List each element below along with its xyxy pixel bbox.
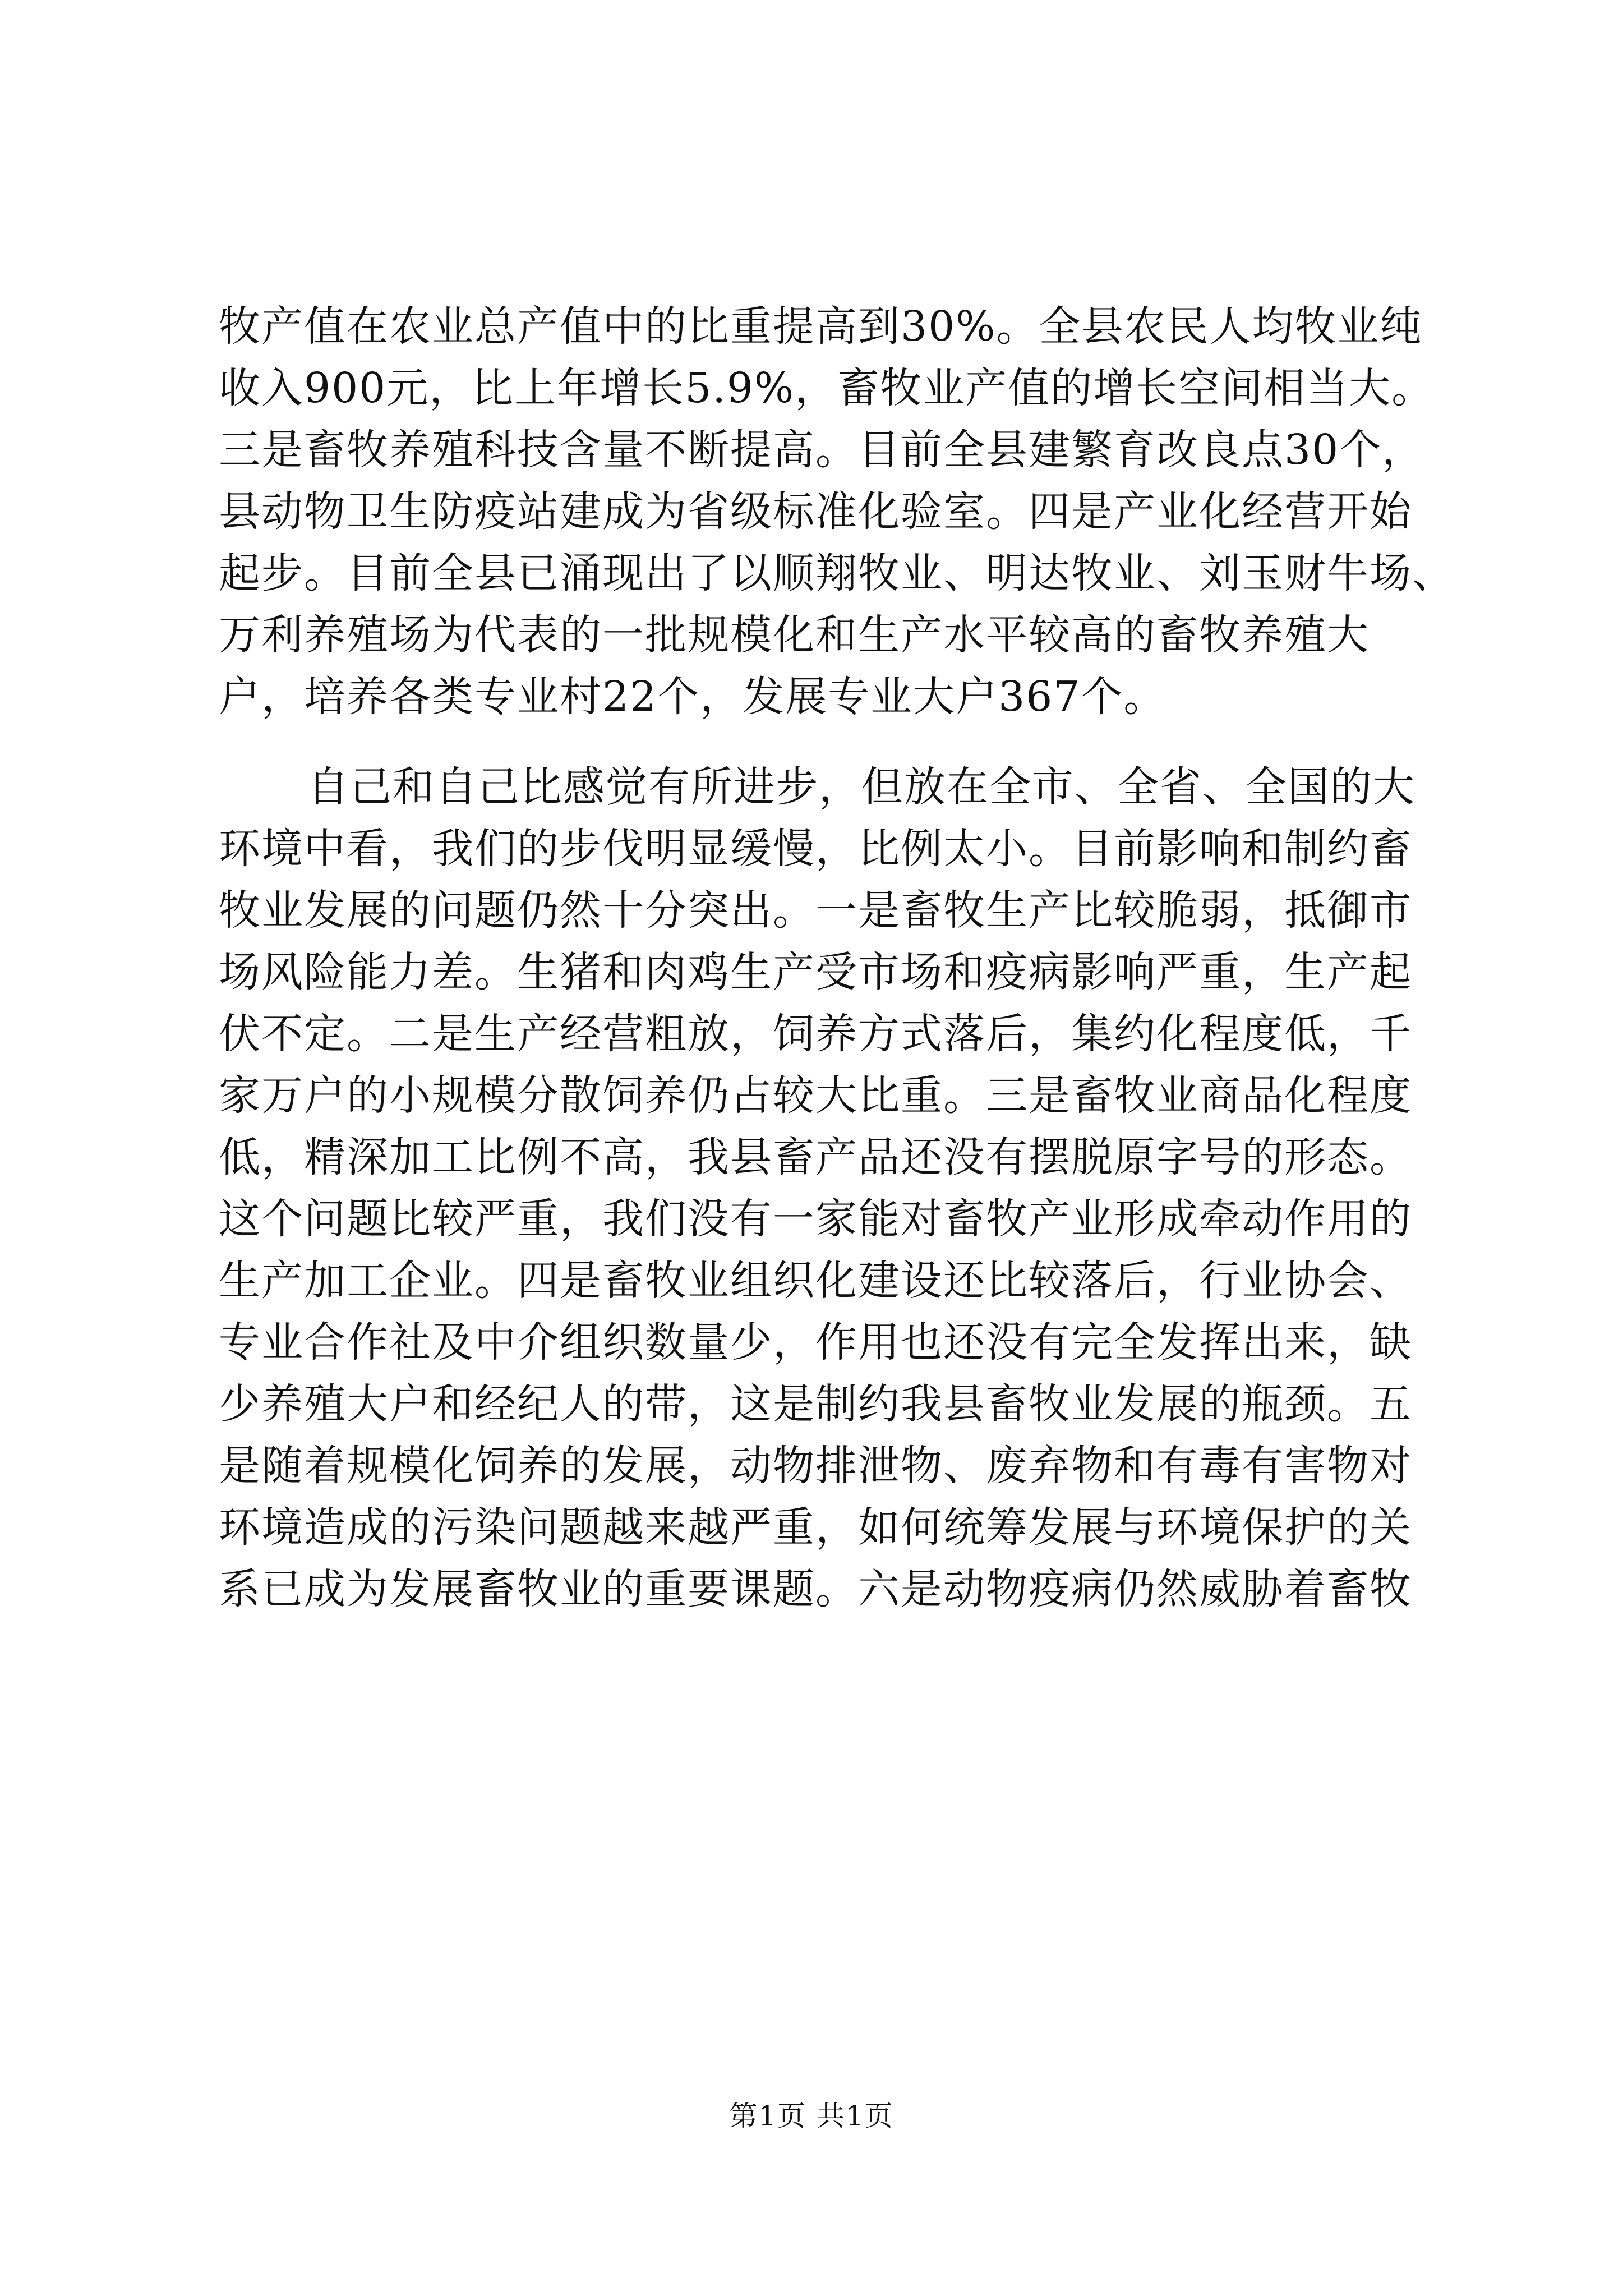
text-line: 低，精深加工比例不高，我县畜产品还没有摆脱原字号的形态。 bbox=[219, 1133, 1412, 1181]
text-line: 户，培养各类专业村22个，发展专业大户367个。 bbox=[219, 673, 1166, 721]
text-line: 是随着规模化饲养的发展，动物排泄物、废弃物和有毒有害物对 bbox=[219, 1442, 1412, 1490]
page-footer: 第1页 共1页 bbox=[729, 2100, 894, 2132]
text-line bbox=[219, 1867, 1419, 1929]
text-line: 起步。目前全县已涌现出了以顺翔牧业、明达牧业、刘玉财牛场、 bbox=[219, 549, 1455, 597]
text-line: 牧业发展的问题仍然十分突出。一是畜牧生产比较脆弱，抵御市 bbox=[219, 886, 1412, 935]
text-line: 专业合作社及中介组织数量少，作用也还没有完全发挥出来，缺 bbox=[219, 1318, 1412, 1366]
text-line bbox=[219, 1620, 1419, 1682]
text-line: 这个问题比较严重，我们没有一家能对畜牧产业形成牵动作用的 bbox=[219, 1195, 1412, 1243]
text-line: 三是畜牧养殖科技含量不断提高。目前全县建繁育改良点30个， bbox=[219, 426, 1425, 474]
text-line: 少养殖大户和经纪人的带，这是制约我县畜牧业发展的瓶颈。五 bbox=[219, 1380, 1412, 1428]
text-line bbox=[219, 1805, 1419, 1867]
text-line: 场风险能力差。生猪和肉鸡生产受市场和疫病影响严重，生产起 bbox=[219, 948, 1412, 996]
text-line: 自己和自己比感觉有所进步，但放在全市、全省、全国的大 bbox=[307, 763, 1415, 811]
text-line: 环境造成的污染问题越来越严重，如何统筹发展与环境保护的关 bbox=[219, 1503, 1412, 1552]
text-line bbox=[219, 1682, 1419, 1743]
text-line: 牧产值在农业总产值中的比重提高到30%。全县农民人均牧业纯 bbox=[219, 302, 1423, 351]
text-line: 伏不定。二是生产经营粗放，饲养方式落后，集约化程度低，千 bbox=[219, 1010, 1412, 1058]
text-line: 环境中看，我们的步伐明显缓慢，比例太小。目前影响和制约畜 bbox=[219, 825, 1412, 873]
text-line: 系已成为发展畜牧业的重要课题。六是动物疫病仍然威胁着畜牧 bbox=[219, 1565, 1412, 1613]
text-line bbox=[219, 1743, 1419, 1805]
text-line: 万利养殖场为代表的一批规模化和生产水平较高的畜牧养殖大 bbox=[219, 611, 1370, 659]
text-line: 收入900元，比上年增长5.9%，畜牧业产值的增长空间相当大。 bbox=[219, 364, 1435, 412]
text-line: 家万户的小规模分散饲养仍占较大比重。三是畜牧业商品化程度 bbox=[219, 1071, 1412, 1120]
text-line: 县动物卫生防疫站建成为省级标准化验室。四是产业化经营开始 bbox=[219, 487, 1412, 536]
text-line: 生产加工企业。四是畜牧业组织化建设还比较落后，行业协会、 bbox=[219, 1257, 1412, 1305]
